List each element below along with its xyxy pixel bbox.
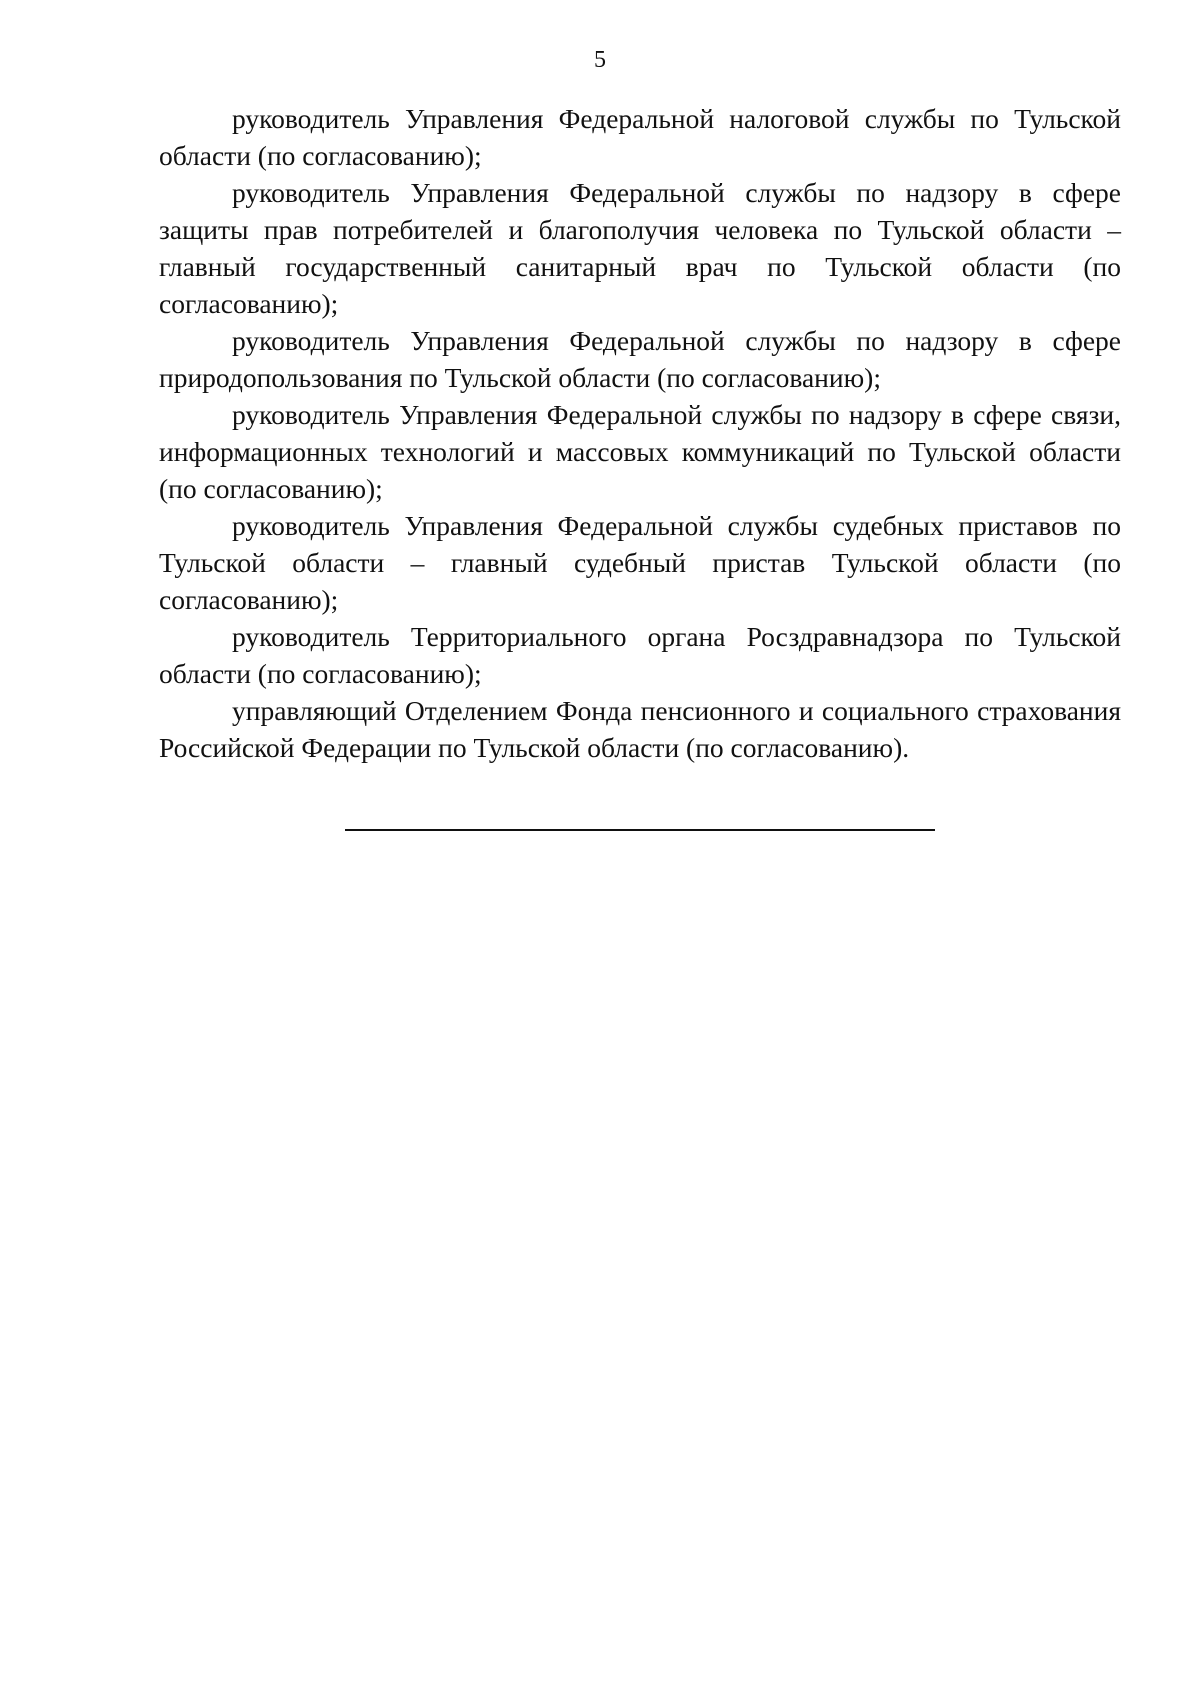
page-number: 5	[594, 47, 606, 73]
paragraph-communications: руководитель Управления Федеральной службы по надзору в сфере связи, информационных технологий и массовых коммуникаций по Тульской области (по согласованию);	[159, 399, 1121, 504]
separator-line	[345, 829, 935, 831]
paragraph-bailiffs: руководитель Управления Федеральной службы судебных приставов по Тульской области – главный судебный пристав Тульской области (по согласованию);	[159, 510, 1121, 615]
paragraph-roszdravnadzor: руководитель Территориального органа Росздравнадзора по Тульской области (по согласованию);	[159, 621, 1121, 689]
paragraph-pension-fund: управляющий Отделением Фонда пенсионного и социального страхования Российской Федерации по Тульской области (по согласованию).	[159, 695, 1121, 763]
paragraph-nature-management: руководитель Управления Федеральной службы по надзору в сфере природопользования по Тульской области (по согласованию);	[159, 325, 1121, 393]
paragraph-consumer-protection: руководитель Управления Федеральной службы по надзору в сфере защиты прав потребителей и благополучия человека по Тульской области – главный государственный санитарный врач по Тульской области (по согласованию);	[159, 177, 1121, 319]
document-body	[159, 100, 1121, 766]
paragraph-tax-service: руководитель Управления Федеральной налоговой службы по Тульской области (по согласованию);	[159, 103, 1121, 171]
